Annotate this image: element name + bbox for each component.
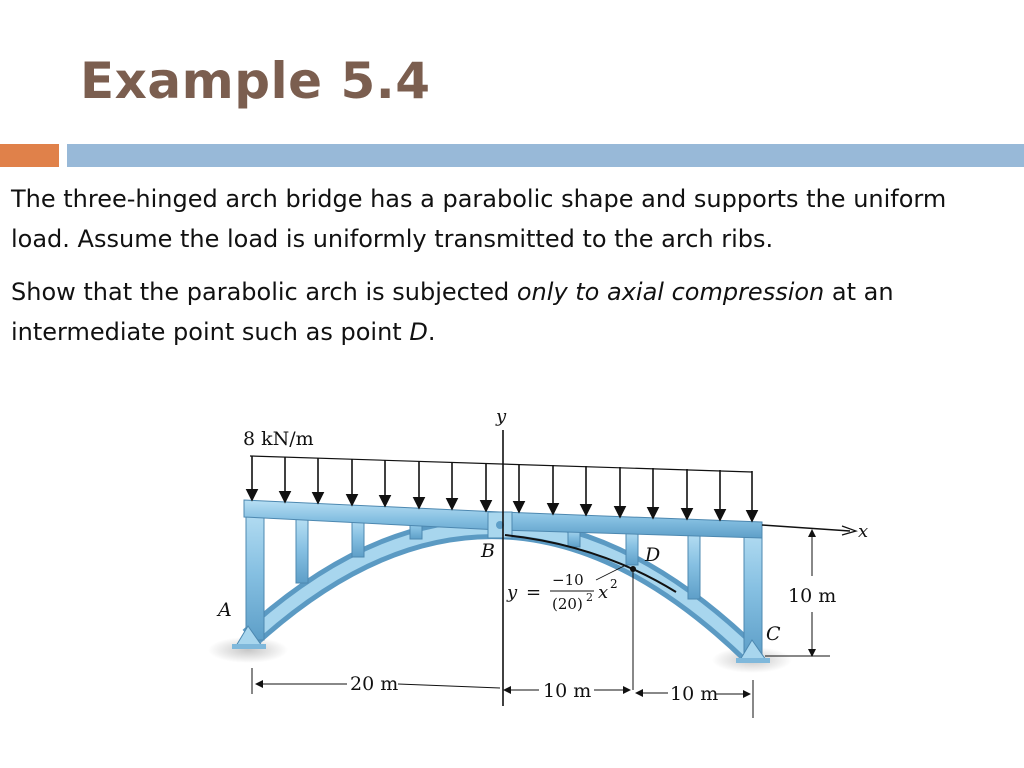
load-line — [250, 456, 752, 472]
y-axis-label: y — [496, 406, 507, 427]
eq-numerator: −10 — [552, 571, 584, 589]
task-text-3: . — [427, 318, 436, 346]
task-text-2: at an intermediate point such as point — [11, 278, 894, 346]
column-a — [246, 505, 264, 640]
eq-denominator-exp: 2 — [586, 591, 593, 604]
eq-x-exp: 2 — [610, 577, 618, 591]
eq-denominator: (20) — [552, 595, 583, 613]
point-a-label: A — [218, 599, 232, 621]
problem-statement: The three-hinged arch bridge has a parabolic shape and supports the uniform load. Assume the load is uniformly transmitted to the arch ribs. — [11, 185, 947, 253]
task-text-1: Show that the parabolic arch is subjected — [11, 278, 517, 306]
point-d-marker — [630, 566, 636, 572]
arch-rib — [250, 528, 752, 655]
problem-task — [11, 272, 1011, 352]
x-axis-label: x — [858, 521, 869, 542]
slide-title: Example 5.4 — [80, 52, 431, 110]
column-c — [744, 522, 762, 656]
span-10b-label: 10 m — [670, 683, 719, 705]
point-b-label: B — [481, 540, 495, 562]
accent-bar-orange — [0, 144, 59, 167]
load-label: 8 kN/m — [243, 428, 314, 450]
x-axis-line — [762, 525, 850, 531]
span-10a-label: 10 m — [543, 680, 592, 702]
point-d-label: D — [645, 544, 661, 566]
parabola-equation — [506, 566, 624, 613]
accent-bar-blue — [67, 144, 1024, 167]
arch-bridge-figure — [190, 395, 880, 725]
eq-y: y — [507, 582, 518, 603]
eq-x: x — [598, 582, 609, 603]
span-20-label: 20 m — [350, 673, 399, 695]
height-label: 10 m — [788, 585, 837, 607]
task-emphasis: only to axial compression — [516, 278, 825, 306]
point-c-label: C — [766, 623, 781, 645]
task-point-d: D — [409, 318, 428, 346]
eq-equals: = — [526, 582, 542, 603]
